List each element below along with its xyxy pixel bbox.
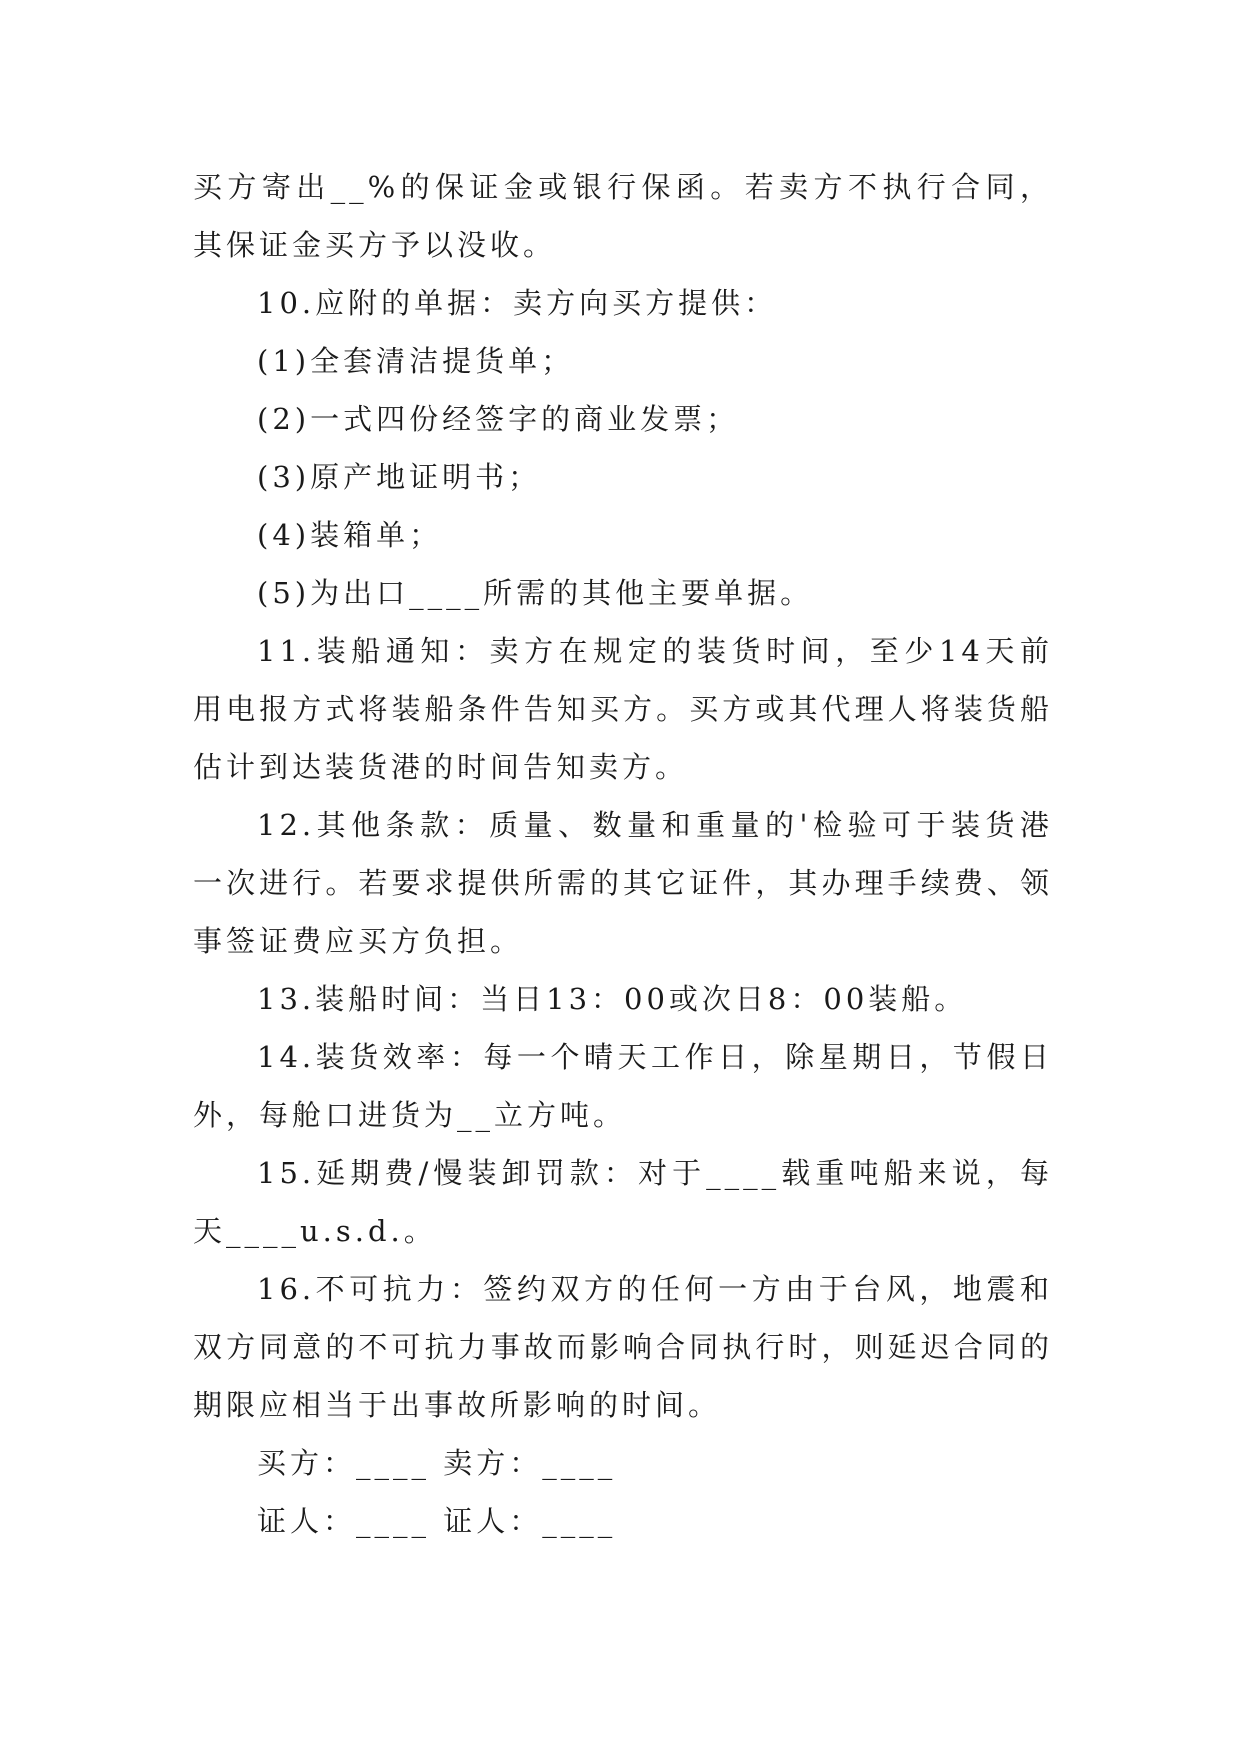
signature-buyer-seller: 买方：____ 卖方：____ bbox=[257, 1446, 617, 1480]
list-item-other-documents: (5)为出口____所需的其他主要单据。 bbox=[257, 576, 814, 610]
paragraph-deposit: 买方寄出__%的保证金或银行保函。若卖方不执行合同，其保证金买方予以没收。 bbox=[193, 170, 1053, 262]
list-item-bill-of-lading: (1)全套清洁提货单； bbox=[257, 344, 575, 378]
list-item-certificate-of-origin: (3)原产地证明书； bbox=[257, 460, 542, 494]
paragraph-shipping-notice: 11.装船通知：卖方在规定的装货时间，至少14天前用电报方式将装船条件告知买方。买方或其代理人将装货船估计到达装货港的时间告知卖方。 bbox=[193, 634, 1053, 784]
signature-witnesses: 证人：____ 证人：____ bbox=[257, 1504, 617, 1538]
paragraph-other-terms: 12.其他条款：质量、数量和重量的'检验可于装货港一次进行。若要求提供所需的其它证件，其办理手续费、领事签证费应买方负担。 bbox=[193, 808, 1053, 958]
paragraph-demurrage: 15.延期费/慢装卸罚款：对于____载重吨船来说，每天____u.s.d.。 bbox=[193, 1156, 1053, 1248]
list-item-commercial-invoice: (2)一式四份经签字的商业发票； bbox=[257, 402, 740, 436]
paragraph-shipping-time: 13.装船时间：当日13：00或次日8：00装船。 bbox=[257, 982, 968, 1016]
paragraph-force-majeure: 16.不可抗力：签约双方的任何一方由于台风，地震和双方同意的不可抗力事故而影响合同执行时，则延迟合同的期限应相当于出事故所影响的时间。 bbox=[193, 1272, 1053, 1422]
paragraph-documents-heading: 10.应附的单据：卖方向买方提供： bbox=[257, 286, 778, 320]
document-page bbox=[193, 158, 1053, 1550]
list-item-packing-list: (4)装箱单； bbox=[257, 518, 443, 552]
paragraph-loading-efficiency: 14.装货效率：每一个晴天工作日，除星期日，节假日外，每舱口进货为__立方吨。 bbox=[193, 1040, 1053, 1132]
